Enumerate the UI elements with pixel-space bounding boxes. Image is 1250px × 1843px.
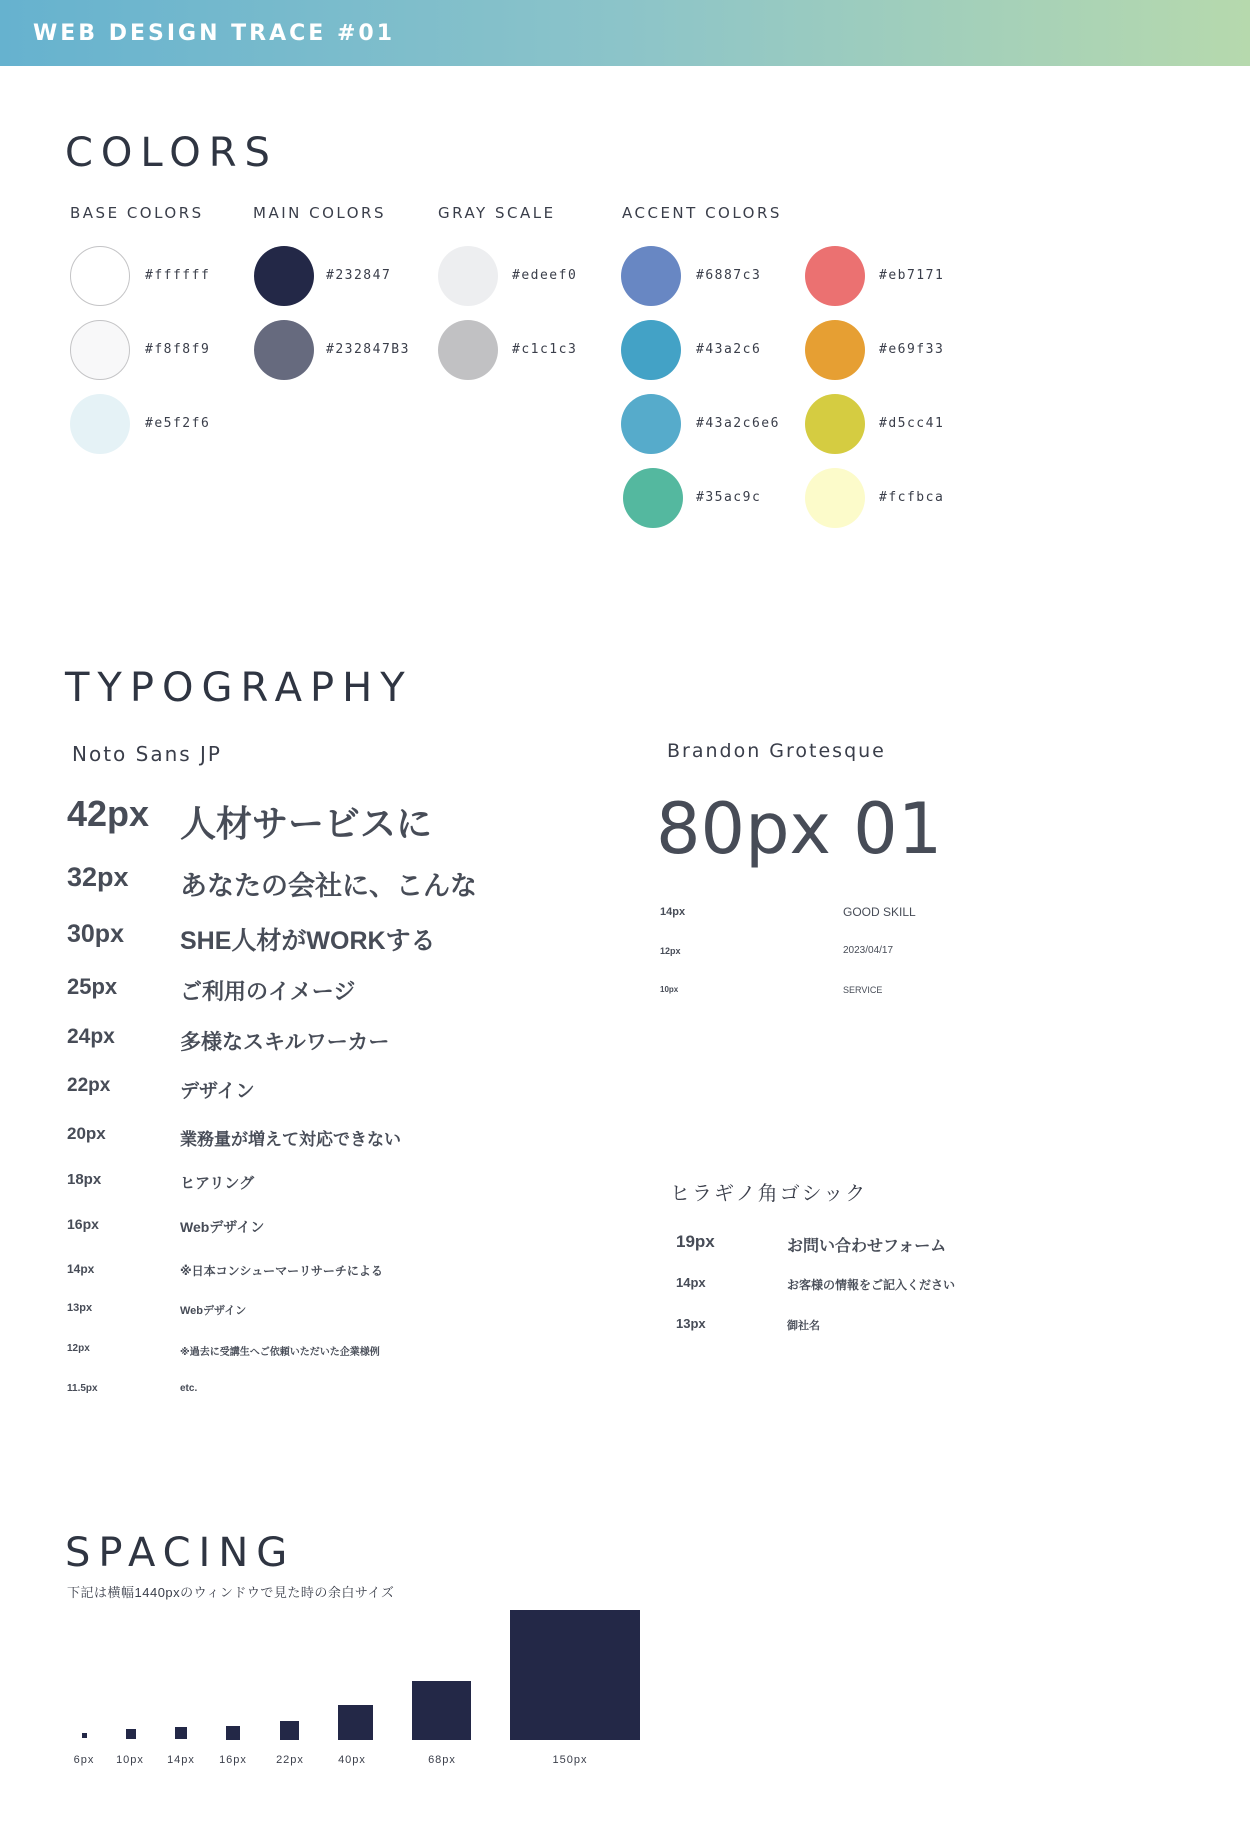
typography-title: TYPOGRAPHY [65,665,413,711]
spacing-box-40 [338,1705,373,1740]
swatch-gray-1 [438,246,498,306]
ty-size-24: 24px [67,1025,115,1048]
hex-accent-3: #43a2c6e6 [696,416,780,431]
ty-size-16: 16px [67,1216,99,1232]
ty-sample-42: 人材サービスに [180,803,433,844]
spacing-label-22: 22px [276,1754,304,1766]
spacing-label-68: 68px [428,1754,456,1766]
spacing-box-10 [126,1729,136,1739]
spacing-box-22 [280,1721,299,1740]
hex-base-3: #e5f2f6 [145,416,211,431]
ty-size-12: 12px [67,1343,90,1354]
brandon-sample-10: SERVICE [843,985,883,995]
spacing-box-150 [510,1610,640,1740]
ty-sample-32: あなたの会社に、こんな [180,871,477,901]
hex-accent-7: #d5cc41 [879,416,945,431]
hiragino-size-19: 19px [676,1232,715,1251]
accent-colors-label: ACCENT COLORS [622,204,782,222]
hiragino-font-name: ヒラギノ角ゴシック [670,1181,868,1205]
spacing-box-16 [226,1726,240,1740]
spacing-note: 下記は横幅1440pxのウィンドウで見た時の余白サイズ [67,1585,395,1600]
swatch-main-1 [254,246,314,306]
hex-accent-4: #35ac9c [696,490,762,505]
spacing-label-6: 6px [73,1754,95,1766]
hex-accent-2: #43a2c6 [696,342,762,357]
swatch-base-3 [70,394,130,454]
swatch-accent-2 [621,320,681,380]
hex-accent-1: #6887c3 [696,268,762,283]
ty-size-30: 30px [67,920,124,948]
ty-sample-13: Webデザイン [180,1305,247,1317]
swatch-accent-6 [805,320,865,380]
brandon-display-sample: 80px 01 [656,788,943,870]
swatch-accent-4 [623,468,683,528]
hiragino-size-14: 14px [676,1275,706,1290]
hiragino-sample-14: お客様の情報をご記入ください [787,1278,956,1292]
spacing-label-16: 16px [219,1754,247,1766]
swatch-accent-3 [621,394,681,454]
header-bar [0,0,1250,66]
brandon-sample-14: GOOD SKILL [843,905,916,919]
ty-sample-16: Webデザイン [180,1219,265,1235]
hex-gray-1: #edeef0 [512,268,578,283]
ty-sample-30: SHE人材がWORKする [180,927,436,955]
spacing-box-68 [412,1681,471,1740]
swatch-base-1 [70,246,130,306]
ty-size-32: 32px [67,862,129,892]
ty-size-42: 42px [67,793,150,834]
spacing-box-6 [82,1733,87,1738]
spacing-title: SPACING [65,1530,296,1576]
ty-sample-24: 多様なスキルワーカー [180,1031,390,1054]
spacing-label-10: 10px [116,1754,144,1766]
spacing-box-14 [175,1727,187,1739]
brandon-size-10: 10px [660,985,679,994]
gray-scale-label: GRAY SCALE [438,204,556,222]
brandon-sample-12: 2023/04/17 [843,945,894,956]
brandon-size-14: 14px [660,906,686,918]
colors-title: COLORS [65,130,278,176]
ty-sample-18: ヒアリング [180,1175,255,1192]
swatch-accent-1 [621,246,681,306]
ty-size-22: 22px [67,1075,111,1096]
ty-sample-22: デザイン [180,1081,255,1102]
spacing-label-150: 150px [552,1754,588,1766]
ty-size-13: 13px [67,1302,93,1314]
noto-font-name: Noto Sans JP [72,742,222,766]
ty-size-25: 25px [67,974,118,999]
main-colors-label: MAIN COLORS [253,204,386,222]
brandon-font-name: Brandon Grotesque [667,740,886,762]
brandon-size-12: 12px [660,946,681,956]
hiragino-sample-13: 御社名 [787,1320,820,1332]
ty-sample-12: ※過去に受講生へご依頼いただいた企業様例 [180,1347,380,1358]
ty-size-11-5: 11.5px [67,1383,98,1394]
hex-accent-8: #fcfbca [879,490,945,505]
swatch-base-2 [70,320,130,380]
swatch-accent-8 [805,468,865,528]
ty-sample-14: ※日本コンシューマーリサーチによる [180,1264,383,1278]
ty-size-14: 14px [67,1262,95,1276]
hex-base-1: #ffffff [145,268,211,283]
ty-size-18: 18px [67,1171,102,1188]
header-title: WEB DESIGN TRACE #01 [33,21,396,46]
ty-size-20: 20px [67,1124,106,1143]
hex-main-1: #232847 [326,268,392,283]
spacing-label-40: 40px [338,1754,366,1766]
ty-sample-11-5: etc. [180,1383,198,1394]
hex-accent-5: #eb7171 [879,268,945,283]
swatch-accent-5 [805,246,865,306]
hex-gray-2: #c1c1c3 [512,342,578,357]
ty-sample-25: ご利用のイメージ [180,979,356,1004]
hiragino-sample-19: お問い合わせフォーム [787,1238,947,1255]
swatch-gray-2 [438,320,498,380]
hiragino-size-13: 13px [676,1316,706,1331]
swatch-main-2 [254,320,314,380]
swatch-accent-7 [805,394,865,454]
hex-base-2: #f8f8f9 [145,342,211,357]
base-colors-label: BASE COLORS [70,204,204,222]
hex-main-2: #232847B3 [326,342,410,357]
spacing-label-14: 14px [167,1754,195,1766]
ty-sample-20: 業務量が増えて対応できない [180,1130,401,1149]
hex-accent-6: #e69f33 [879,342,945,357]
